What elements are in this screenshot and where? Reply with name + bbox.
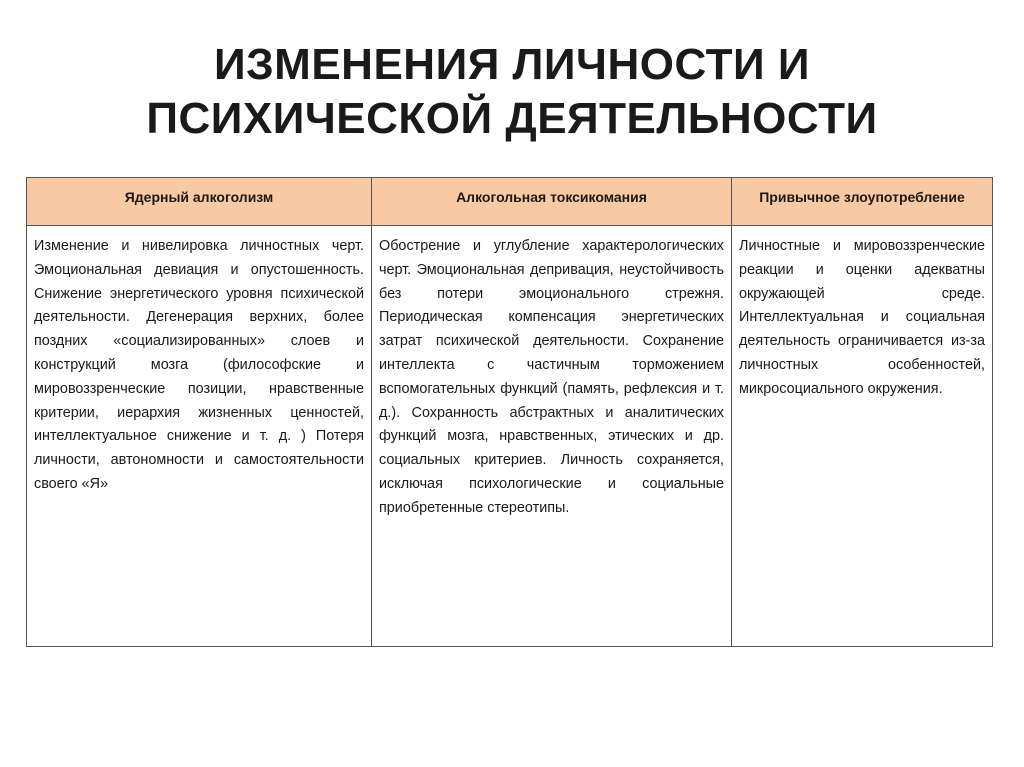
slide-title xyxy=(0,38,1024,146)
slide-title-line-2: ПСИХИЧЕСКОЙ ДЕЯТЕЛЬНОСТИ xyxy=(146,94,878,143)
comparison-table xyxy=(26,177,993,647)
cell-alcohol-toxicomania: Обострение и углубление характерологических черт. Эмоциональная депривация, неустойчивость без потери эмоционального стрежня. Периодическая компенсация энергетических затрат психической деятельности. Сохранение интеллекта с частичным торможением вспомогательных функций (память, рефлексия и т. д.). Сохранность абстрактных и аналитических функций мозга, нравственных, этических и др. социальных критериев. Личность сохраняется, исключая психологические и социальные приобретенные стереотипы. xyxy=(372,226,732,647)
slide-title-line-1: ИЗМЕНЕНИЯ ЛИЧНОСТИ И xyxy=(213,40,810,89)
column-header-alcohol-toxicomania: Алкогольная токсикомания xyxy=(372,178,732,226)
table-header-row xyxy=(27,178,993,226)
table-row xyxy=(27,226,993,647)
column-header-habitual-abuse: Привычное злоупотребление xyxy=(732,178,993,226)
cell-nuclear-alcoholism: Изменение и нивелировка личностных черт. Эмоциональная девиация и опустошенность. Снижение энергетического уровня психической деятельности. Дегенерация верхних, более поздних «социализированных» слоев и конструкций мозга (философские и мировоззренческие позиции, нравственные критерии, иерархия жизненных ценностей, интеллектуальное снижение и т. д. ) Потеря личности, автономности и самостоятельности своего «Я» xyxy=(27,226,372,647)
column-header-nuclear-alcoholism: Ядерный алкоголизм xyxy=(27,178,372,226)
cell-habitual-abuse: Личностные и мировоззренческие реакции и оценки адекватны окружающей среде. Интеллектуальная и социальная деятельность ограничивается из-за личностных особенностей, микросоциального окружения. xyxy=(732,226,993,647)
